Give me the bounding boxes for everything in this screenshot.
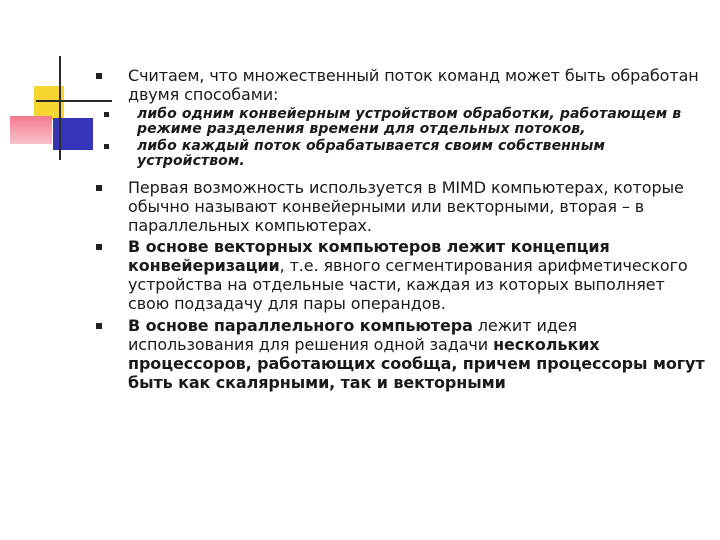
bullet-item-1	[96, 66, 706, 104]
bullet-item-3	[96, 237, 706, 313]
bullet-text-3-bold: В основе векторных компьютеров лежит концепция конвейеризации	[128, 237, 610, 275]
square-bullet-icon	[96, 185, 102, 191]
logo-red-square	[10, 116, 52, 144]
bullet-text-4-bold-2: нескольких процессоров, работающих сообща, причем процессоры могут быть как скалярными, так и векторными	[128, 335, 705, 392]
bullet-text-3-rest: , т.е. явного сегментирования арифметического устройства на отдельные части, каждая из которых выполняет свою подзадачу для пары операндов.	[128, 256, 688, 313]
square-bullet-icon	[104, 112, 109, 117]
bullet-item-4	[96, 316, 706, 392]
slide-content	[96, 66, 706, 392]
bullet-text-4-mid: лежит идея использования для решения одной задачи	[128, 316, 577, 354]
bullet-text-2: Первая возможность используется в MIMD компьютерах, которые обычно называют конвейерными или векторными, вторая – в параллельных компьютерах.	[128, 178, 684, 235]
logo-vertical-line	[59, 56, 61, 160]
bullet-text-4-bold-1: В основе параллельного компьютера	[128, 316, 473, 335]
bullet-text-1: Считаем, что множественный поток команд может быть обработан двумя способами:	[128, 66, 699, 104]
sub-bullet-item-1	[104, 107, 706, 137]
sub-bullet-item-2	[104, 139, 706, 169]
square-bullet-icon	[104, 144, 109, 149]
sub-bullet-text-2: либо каждый поток обрабатывается своим собственным устройством.	[137, 138, 606, 169]
square-bullet-icon	[96, 73, 102, 79]
square-bullet-icon	[96, 244, 102, 250]
bullet-item-2	[96, 178, 706, 235]
square-bullet-icon	[96, 323, 102, 329]
sub-bullet-text-1: либо одним конвейерным устройством обработки, работающем в режиме разделения времени для отдельных потоков,	[137, 106, 682, 137]
